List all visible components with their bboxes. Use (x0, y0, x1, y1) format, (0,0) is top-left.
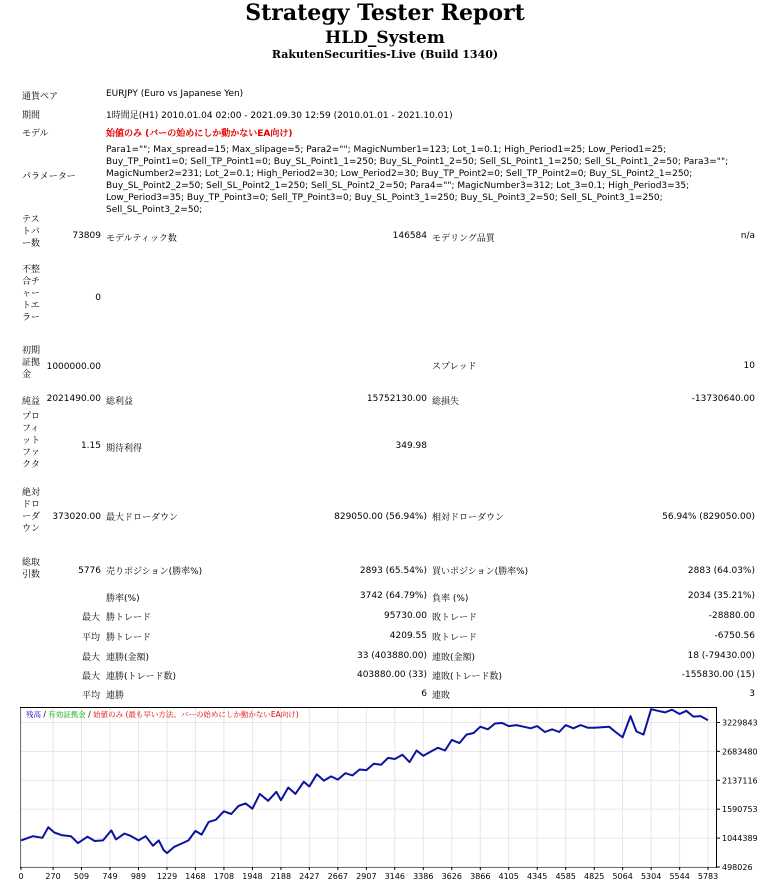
legend-entry: / (85, 710, 94, 719)
x-tick-label: 5064 (612, 872, 633, 881)
net-profit-value: 2021490.00 (46, 394, 101, 404)
consec-losses-money-label: 連敗(金額) (432, 653, 476, 663)
legend-entry: 残高 (26, 710, 41, 719)
legend-entry: 有効証拠金 (48, 710, 86, 719)
x-tick-label: 2188 (270, 872, 292, 881)
long-positions-value: 2883 (64.03%) (687, 566, 755, 576)
spread-value: 10 (743, 361, 755, 371)
x-tick-label: 989 (130, 872, 147, 881)
broker-info: RakutenSecurities-Live (Build 1340) (271, 48, 499, 61)
avg-consec-losses-value: 3 (749, 689, 755, 699)
parameters-value: Para1=""; Max_spread=15; Max_slipage=5; Para2=""; MagicNumber1=123; Lot_1=0.1; High_Period1=25; Low_Period1=25; Buy_TP_Point1=0; Sell_TP_Point1=0; Buy_SL_Point1_1=250; Buy_SL_Point1_2=50; Sell_SL_Point1_1=250; Sell_SL_Point1_2=50; Para3=""; MagicNumber2=231; Lot_2=0.1; High_Period2=30; Low_Period2=30; Buy_TP_Point2=0; Sell_TP_Point2=0; Buy_SL_Point2_1=250; Buy_SL_Point2_2=50; Sell_SL_Point2_1=250; Sell_SL_Point2_2=50; Para4=""; MagicNumber3=312; Lot_3=0.1; High_Period3=35; Low_Period3=35; Buy_TP_Point3=0; Sell_TP_Point3=0; Buy_SL_Point3_1=250; Buy_SL_Point3_2=50; Sell_SL_Point3_1=250; Sell_SL_Point3_2=50; (106, 145, 729, 215)
abs-drawdown-label: 絶対ドローダウン (22, 488, 41, 534)
y-tick-label: 498026 (722, 863, 753, 872)
quality-label: モデリング品質 (432, 234, 495, 244)
short-positions-label: 売りポジション(勝率%) (106, 567, 203, 577)
x-tick-label: 3146 (384, 872, 405, 881)
x-tick-label: 5783 (697, 872, 719, 881)
long-positions-label: 買いポジション(勝率%) (432, 567, 529, 577)
loss-rate-value: 2034 (35.21%) (687, 591, 755, 601)
x-tick-label: 509 (73, 872, 90, 881)
spread-label: スプレッド (432, 362, 477, 372)
avg-win-value: 4209.55 (389, 631, 427, 641)
x-tick-label: 270 (45, 872, 61, 881)
max-drawdown-value: 829050.00 (56.94%) (334, 512, 427, 522)
avg-consec-losses-label: 連敗 (432, 691, 451, 701)
avg-consec-label: 平均 (82, 691, 101, 701)
x-axis (18, 867, 718, 881)
expected-payoff-label: 期待利得 (106, 444, 143, 454)
consec-losses-count-value: -155830.00 (15) (681, 670, 755, 680)
gross-profit-value: 15752130.00 (366, 394, 427, 404)
y-tick-label: 1590753 (722, 805, 758, 815)
x-tick-label: 3866 (470, 872, 491, 881)
symbol-label: 通貨ペア (22, 92, 59, 102)
x-tick-label: 4585 (555, 872, 576, 881)
profit-factor-label: プロフィットファクタ (22, 412, 41, 470)
abs-drawdown-value: 373020.00 (52, 512, 101, 522)
expected-payoff-value: 349.98 (395, 441, 427, 451)
x-tick-label: 4345 (527, 872, 548, 881)
short-positions-value: 2893 (65.54%) (359, 566, 427, 576)
consec-losses-count-label: 連敗(トレード数) (432, 672, 503, 682)
rel-drawdown-label: 相対ドローダウン (432, 513, 505, 523)
total-trades-value: 5776 (78, 566, 101, 576)
x-tick-label: 2427 (299, 872, 320, 881)
x-tick-label: 2907 (356, 872, 377, 881)
legend-text (26, 709, 299, 719)
ticks-value: 146584 (392, 231, 427, 241)
quality-value: n/a (740, 231, 755, 241)
max-consec-label: 最大 (82, 653, 101, 663)
x-tick-label: 0 (18, 872, 24, 881)
avg-consec-wins-value: 6 (421, 689, 427, 699)
gross-profit-label: 総利益 (106, 397, 134, 407)
rel-drawdown-value: 56.94% (829050.00) (662, 512, 755, 522)
win-rate-label: 勝率(%) (106, 594, 140, 604)
model-value: 始値のみ (バーの始めにしか動かないEA向け) (106, 129, 293, 139)
balance-chart (20, 707, 768, 884)
x-tick-label: 1229 (156, 872, 178, 881)
chart-legend (26, 709, 299, 719)
ea-name: HLD_System (325, 28, 445, 48)
profit-factor-value: 1.15 (80, 441, 101, 451)
consec-wins-count-label: 連勝(トレード数) (106, 672, 177, 682)
largest-win-value: 95730.00 (384, 611, 427, 621)
symbol-value: EURJPY (Euro vs Japanese Yen) (106, 89, 244, 99)
largest-label: 最大 (82, 613, 101, 623)
win-rate-value: 3742 (64.79%) (359, 591, 427, 601)
y-tick-label: 2683480 (722, 747, 758, 757)
mismatch-value: 0 (95, 293, 101, 303)
avg-loss-label: 敗トレード (432, 633, 478, 643)
loss-rate-label: 負率 (%) (432, 594, 469, 604)
x-tick-label: 4105 (498, 872, 519, 881)
x-tick-label: 4825 (584, 872, 605, 881)
model-label: モデル (22, 129, 49, 139)
y-tick-label: 3229843 (722, 718, 758, 728)
period-value: 1時間足(H1) 2010.01.04 02:00 - 2021.09.30 12:59 (2010.01.01 - 2021.10.01) (106, 111, 453, 121)
ticks-label: モデルティック数 (106, 234, 177, 244)
net-profit-label: 純益 (22, 397, 41, 407)
x-tick-label: 1468 (185, 872, 206, 881)
legend-entry: / (41, 710, 49, 719)
report-title: Strategy Tester Report (245, 0, 525, 26)
x-tick-label: 1948 (242, 872, 263, 881)
consec-wins-money-label: 連勝(金額) (106, 653, 150, 663)
consec-losses-money-value: 18 (-79430.00) (687, 651, 755, 661)
period-label: 期間 (22, 111, 41, 121)
y-axis (716, 718, 758, 872)
x-tick-label: 3386 (413, 872, 434, 881)
x-tick-label: 3626 (441, 872, 462, 881)
consec-wins-count-value: 403880.00 (33) (356, 670, 427, 680)
plot-area (21, 708, 717, 868)
parameters-label: パラメーター (22, 172, 76, 182)
mismatch-label: 不整合チャートエラー (22, 265, 41, 323)
gross-loss-label: 総損失 (432, 397, 460, 407)
x-tick-label: 1708 (213, 872, 235, 881)
deposit-value: 1000000.00 (46, 362, 101, 372)
avg-loss-value: -6750.56 (714, 631, 755, 641)
max-consec-count-label: 最大 (82, 672, 101, 682)
largest-win-label: 勝トレード (106, 613, 152, 623)
x-tick-label: 5544 (669, 872, 690, 881)
largest-loss-label: 敗トレード (432, 613, 478, 623)
bars-value: 73809 (72, 231, 101, 241)
max-drawdown-label: 最大ドローダウン (106, 513, 179, 523)
largest-loss-value: -28880.00 (708, 611, 755, 621)
bars-label: テストバー数 (22, 215, 41, 249)
legend-entry: 始値のみ (最も早い方法、バーの始めにしか動かないEA向け) (93, 710, 299, 719)
average-label: 平均 (82, 633, 101, 643)
y-tick-label: 2137116 (722, 776, 758, 786)
gross-loss-value: -13730640.00 (691, 394, 755, 404)
y-tick-label: 1044389 (722, 834, 758, 844)
x-tick-label: 2667 (327, 872, 349, 881)
avg-win-label: 勝トレード (106, 633, 152, 643)
avg-consec-wins-label: 連勝 (106, 691, 125, 701)
x-tick-label: 749 (102, 872, 118, 881)
x-tick-label: 5304 (640, 872, 662, 881)
total-trades-label: 総取引数 (22, 558, 41, 580)
consec-wins-money-value: 33 (403880.00) (356, 651, 427, 661)
deposit-label: 初期証拠金 (22, 346, 41, 380)
